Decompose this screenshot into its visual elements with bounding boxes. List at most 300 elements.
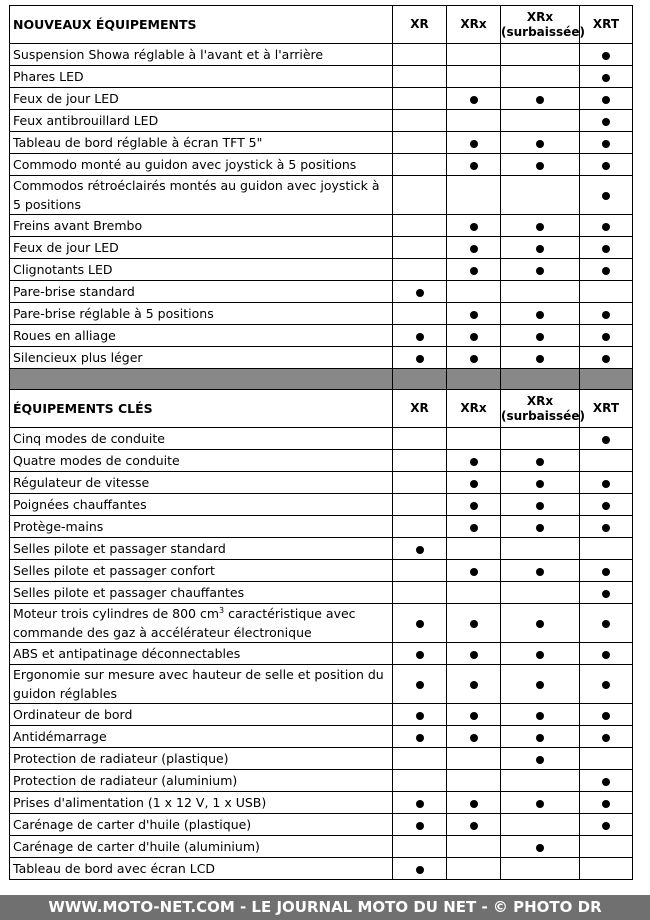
row-label-text: Moteur trois cylindres de 800 cm: [13, 606, 220, 621]
mark-cell: [580, 215, 633, 237]
table-row: [10, 132, 633, 154]
mark-cell: [393, 110, 447, 132]
mark-cell: [580, 726, 633, 748]
mark-cell: [580, 582, 633, 604]
bullet-icon: [602, 311, 610, 319]
mark-cell: [501, 325, 580, 347]
bullet-icon: [470, 800, 478, 808]
mark-cell: [393, 450, 447, 472]
bullet-icon: [602, 436, 610, 444]
mark-cell: [501, 44, 580, 66]
mark-cell: [501, 88, 580, 110]
bullet-icon: [536, 480, 544, 488]
bullet-icon: [536, 458, 544, 466]
section-header-row: [10, 390, 633, 428]
mark-cell: [393, 704, 447, 726]
mark-cell: [447, 538, 501, 560]
mark-cell: [501, 110, 580, 132]
mark-cell: [447, 472, 501, 494]
mark-cell: [393, 176, 447, 215]
mark-cell: [393, 237, 447, 259]
mark-cell: [580, 748, 633, 770]
mark-cell: [501, 604, 580, 643]
row-label: [10, 237, 393, 259]
table-row: [10, 582, 633, 604]
row-label-text: Roues en alliage: [13, 328, 116, 343]
mark-cell: [580, 428, 633, 450]
row-label-text: Selles pilote et passager confort: [13, 563, 215, 578]
mark-cell: [447, 215, 501, 237]
row-label-text: Protection de radiateur (aluminium): [13, 773, 238, 788]
bullet-icon: [416, 712, 424, 720]
mark-cell: [447, 726, 501, 748]
bullet-icon: [602, 800, 610, 808]
mark-cell: [447, 516, 501, 538]
row-label-text: Pare-brise réglable à 5 positions: [13, 306, 214, 321]
bullet-icon: [536, 734, 544, 742]
row-label: [10, 560, 393, 582]
mark-cell: [580, 516, 633, 538]
mark-cell: [447, 858, 501, 880]
row-label-text: ABS et antipatinage déconnectables: [13, 646, 241, 661]
bullet-icon: [602, 267, 610, 275]
mark-cell: [447, 582, 501, 604]
mark-cell: [580, 665, 633, 704]
column-header: [580, 6, 633, 44]
mark-cell: [580, 154, 633, 176]
bullet-icon: [536, 651, 544, 659]
table-row: [10, 281, 633, 303]
bullet-icon: [470, 162, 478, 170]
table-row: [10, 303, 633, 325]
column-header-label: XRx: [460, 401, 487, 415]
mark-cell: [393, 858, 447, 880]
mark-cell: [447, 770, 501, 792]
section-title: NOUVEAUX ÉQUIPEMENTS: [10, 6, 393, 44]
mark-cell: [501, 643, 580, 665]
mark-cell: [447, 132, 501, 154]
row-label: [10, 303, 393, 325]
mark-cell: [501, 132, 580, 154]
row-label-text: Prises d'alimentation (1 x 12 V, 1 x USB): [13, 795, 267, 810]
bullet-icon: [536, 568, 544, 576]
mark-cell: [501, 66, 580, 88]
bullet-icon: [602, 96, 610, 104]
mark-cell: [501, 814, 580, 836]
bullet-icon: [602, 681, 610, 689]
mark-cell: [580, 770, 633, 792]
row-label-text: Freins avant Brembo: [13, 218, 143, 233]
bullet-icon: [416, 546, 424, 554]
mark-cell: [501, 770, 580, 792]
table-row: [10, 770, 633, 792]
mark-cell: [501, 428, 580, 450]
bullet-icon: [536, 267, 544, 275]
mark-cell: [393, 259, 447, 281]
mark-cell: [393, 726, 447, 748]
bullet-icon: [470, 712, 478, 720]
column-header: [447, 390, 501, 428]
row-label: [10, 665, 393, 704]
mark-cell: [580, 281, 633, 303]
bullet-icon: [416, 651, 424, 659]
bullet-icon: [470, 734, 478, 742]
mark-cell: [580, 259, 633, 281]
column-header: [447, 6, 501, 44]
bullet-icon: [602, 734, 610, 742]
mark-cell: [580, 110, 633, 132]
bullet-icon: [602, 162, 610, 170]
column-header: [393, 6, 447, 44]
mark-cell: [501, 792, 580, 814]
bullet-icon: [470, 620, 478, 628]
row-label: [10, 281, 393, 303]
row-label-text: Clignotants LED: [13, 262, 113, 277]
bullet-icon: [536, 844, 544, 852]
table-row: [10, 88, 633, 110]
table-row: [10, 44, 633, 66]
table-row: [10, 516, 633, 538]
mark-cell: [393, 582, 447, 604]
bullet-icon: [416, 355, 424, 363]
mark-cell: [501, 665, 580, 704]
row-label-text: Phares LED: [13, 69, 84, 84]
section-separator: [10, 369, 633, 390]
row-label: [10, 770, 393, 792]
row-label: [10, 215, 393, 237]
bullet-icon: [470, 458, 478, 466]
row-label-text: Feux de jour LED: [13, 240, 119, 255]
row-label: [10, 814, 393, 836]
bullet-icon: [602, 524, 610, 532]
mark-cell: [447, 428, 501, 450]
bullet-icon: [416, 800, 424, 808]
bullet-icon: [602, 590, 610, 598]
mark-cell: [501, 281, 580, 303]
row-label-text: Tableau de bord avec écran LCD: [13, 861, 216, 876]
column-header-label: XR: [410, 17, 429, 31]
mark-cell: [393, 66, 447, 88]
mark-cell: [447, 237, 501, 259]
mark-cell: [501, 450, 580, 472]
mark-cell: [447, 560, 501, 582]
mark-cell: [393, 604, 447, 643]
bullet-icon: [536, 502, 544, 510]
row-label: [10, 748, 393, 770]
table-row: [10, 347, 633, 369]
mark-cell: [580, 88, 633, 110]
equipment-table: [9, 5, 633, 880]
bullet-icon: [536, 712, 544, 720]
mark-cell: [580, 814, 633, 836]
bullet-icon: [602, 712, 610, 720]
row-label: [10, 132, 393, 154]
row-label-text: Quatre modes de conduite: [13, 453, 180, 468]
row-label-text: Ergonomie sur mesure avec hauteur de selle et position du guidon réglables: [13, 667, 384, 701]
bullet-icon: [416, 734, 424, 742]
bullet-icon: [536, 140, 544, 148]
table-row: [10, 428, 633, 450]
column-header: [501, 6, 585, 44]
table-row: [10, 604, 633, 643]
row-label-text: Régulateur de vitesse: [13, 475, 150, 490]
table-row: [10, 259, 633, 281]
superscript: 3: [219, 605, 225, 615]
mark-cell: [501, 176, 580, 215]
table-row: [10, 858, 633, 880]
mark-cell: [393, 665, 447, 704]
row-label: [10, 726, 393, 748]
table-row: [10, 665, 633, 704]
bullet-icon: [602, 52, 610, 60]
table-row: [10, 215, 633, 237]
mark-cell: [447, 325, 501, 347]
mark-cell: [393, 132, 447, 154]
row-label: [10, 704, 393, 726]
row-label-text: Protège-mains: [13, 519, 104, 534]
bullet-icon: [536, 96, 544, 104]
mark-cell: [447, 748, 501, 770]
table-row: [10, 325, 633, 347]
row-label-text: Commodos rétroéclairés montés au guidon avec joystick à 5 positions: [13, 178, 380, 212]
mark-cell: [393, 88, 447, 110]
column-header: [580, 390, 633, 428]
bullet-icon: [536, 245, 544, 253]
mark-cell: [393, 347, 447, 369]
row-label-text: Carénage de carter d'huile (plastique): [13, 817, 252, 832]
row-label: [10, 494, 393, 516]
table-row: [10, 792, 633, 814]
bullet-icon: [536, 355, 544, 363]
row-label: [10, 44, 393, 66]
mark-cell: [501, 858, 580, 880]
bullet-icon: [602, 192, 610, 200]
bullet-icon: [602, 480, 610, 488]
mark-cell: [580, 472, 633, 494]
row-label: [10, 325, 393, 347]
bullet-icon: [470, 333, 478, 341]
mark-cell: [447, 176, 501, 215]
bullet-icon: [470, 480, 478, 488]
row-label: [10, 88, 393, 110]
mark-cell: [580, 704, 633, 726]
row-label: [10, 450, 393, 472]
row-label-text: Feux de jour LED: [13, 91, 119, 106]
bullet-icon: [536, 311, 544, 319]
mark-cell: [393, 836, 447, 858]
mark-cell: [501, 726, 580, 748]
bullet-icon: [602, 74, 610, 82]
table-row: [10, 748, 633, 770]
bullet-icon: [470, 311, 478, 319]
mark-cell: [447, 303, 501, 325]
table-row: [10, 472, 633, 494]
row-label-text: Silencieux plus léger: [13, 350, 143, 365]
column-header: [501, 390, 585, 428]
mark-cell: [393, 325, 447, 347]
row-label-text: Suspension Showa réglable à l'avant et à l'arrière: [13, 47, 324, 62]
row-label: [10, 347, 393, 369]
mark-cell: [501, 237, 580, 259]
bullet-icon: [470, 502, 478, 510]
mark-cell: [447, 792, 501, 814]
column-header-label: XRT: [592, 17, 620, 31]
mark-cell: [580, 132, 633, 154]
mark-cell: [447, 66, 501, 88]
bullet-icon: [602, 118, 610, 126]
bullet-icon: [602, 223, 610, 231]
row-label: [10, 858, 393, 880]
mark-cell: [393, 428, 447, 450]
row-label-text: Tableau de bord réglable à écran TFT 5": [13, 135, 263, 150]
mark-cell: [501, 303, 580, 325]
mark-cell: [580, 643, 633, 665]
bullet-icon: [536, 524, 544, 532]
bullet-icon: [416, 822, 424, 830]
row-label-text: Selles pilote et passager standard: [13, 541, 226, 556]
mark-cell: [447, 643, 501, 665]
column-header-label: XRT: [592, 401, 620, 415]
row-label: [10, 643, 393, 665]
row-label: [10, 154, 393, 176]
mark-cell: [447, 450, 501, 472]
row-label: [10, 836, 393, 858]
mark-cell: [580, 494, 633, 516]
row-label: [10, 582, 393, 604]
table-row: [10, 154, 633, 176]
mark-cell: [447, 44, 501, 66]
column-header-label: XRx (surbaissée): [501, 9, 585, 39]
bullet-icon: [470, 822, 478, 830]
mark-cell: [501, 836, 580, 858]
mark-cell: [393, 770, 447, 792]
row-label-text: Commodo monté au guidon avec joystick à 5 positions: [13, 157, 357, 172]
table-row: [10, 110, 633, 132]
mark-cell: [501, 582, 580, 604]
row-label: [10, 428, 393, 450]
mark-cell: [393, 814, 447, 836]
bullet-icon: [416, 866, 424, 874]
mark-cell: [580, 450, 633, 472]
row-label: [10, 176, 393, 215]
row-label-text: Selles pilote et passager chauffantes: [13, 585, 245, 600]
mark-cell: [580, 836, 633, 858]
column-header-label: XRx (surbaissée): [501, 393, 585, 423]
mark-cell: [393, 560, 447, 582]
mark-cell: [447, 665, 501, 704]
bullet-icon: [536, 162, 544, 170]
table-row: [10, 836, 633, 858]
mark-cell: [501, 560, 580, 582]
mark-cell: [447, 154, 501, 176]
table-row: [10, 66, 633, 88]
bullet-icon: [470, 355, 478, 363]
table-row: [10, 538, 633, 560]
column-header-label: XR: [410, 401, 429, 415]
row-label: [10, 538, 393, 560]
mark-cell: [447, 814, 501, 836]
bullet-icon: [602, 651, 610, 659]
bullet-icon: [470, 267, 478, 275]
table-row: [10, 176, 633, 215]
mark-cell: [580, 325, 633, 347]
row-label-text: Antidémarrage: [13, 729, 107, 744]
mark-cell: [393, 643, 447, 665]
mark-cell: [580, 176, 633, 215]
bullet-icon: [470, 651, 478, 659]
mark-cell: [393, 538, 447, 560]
mark-cell: [447, 110, 501, 132]
bullet-icon: [536, 800, 544, 808]
mark-cell: [501, 472, 580, 494]
mark-cell: [580, 560, 633, 582]
mark-cell: [393, 748, 447, 770]
mark-cell: [447, 704, 501, 726]
row-label: [10, 604, 393, 643]
mark-cell: [447, 347, 501, 369]
row-label: [10, 66, 393, 88]
mark-cell: [447, 604, 501, 643]
bullet-icon: [416, 681, 424, 689]
bullet-icon: [536, 333, 544, 341]
bullet-icon: [536, 620, 544, 628]
bullet-icon: [602, 822, 610, 830]
bullet-icon: [416, 620, 424, 628]
bullet-icon: [602, 140, 610, 148]
bullet-icon: [602, 355, 610, 363]
mark-cell: [393, 792, 447, 814]
mark-cell: [393, 494, 447, 516]
table-row: [10, 494, 633, 516]
row-label: [10, 110, 393, 132]
row-label-text: caractéristique avec commande des gaz à accélérateur électronique: [13, 606, 356, 640]
row-label: [10, 516, 393, 538]
bullet-icon: [602, 778, 610, 786]
table-row: [10, 726, 633, 748]
bullet-icon: [602, 620, 610, 628]
bullet-icon: [536, 756, 544, 764]
mark-cell: [393, 281, 447, 303]
mark-cell: [393, 303, 447, 325]
mark-cell: [447, 494, 501, 516]
row-label-text: Poignées chauffantes: [13, 497, 147, 512]
row-label-text: Feux antibrouillard LED: [13, 113, 159, 128]
bullet-icon: [602, 245, 610, 253]
mark-cell: [393, 472, 447, 494]
section-header-row: [10, 6, 633, 44]
mark-cell: [501, 494, 580, 516]
row-label-text: Pare-brise standard: [13, 284, 135, 299]
bullet-icon: [416, 333, 424, 341]
bullet-icon: [470, 245, 478, 253]
section-title: ÉQUIPEMENTS CLÉS: [10, 390, 393, 428]
mark-cell: [447, 259, 501, 281]
bullet-icon: [602, 333, 610, 341]
bullet-icon: [536, 681, 544, 689]
bullet-icon: [470, 223, 478, 231]
mark-cell: [501, 215, 580, 237]
row-label-text: Carénage de carter d'huile (aluminium): [13, 839, 260, 854]
mark-cell: [580, 604, 633, 643]
column-header: [393, 390, 447, 428]
row-label: [10, 259, 393, 281]
row-label-text: Protection de radiateur (plastique): [13, 751, 229, 766]
mark-cell: [580, 66, 633, 88]
row-label-text: Cinq modes de conduite: [13, 431, 165, 446]
table-row: [10, 560, 633, 582]
mark-cell: [447, 281, 501, 303]
bullet-icon: [470, 524, 478, 532]
